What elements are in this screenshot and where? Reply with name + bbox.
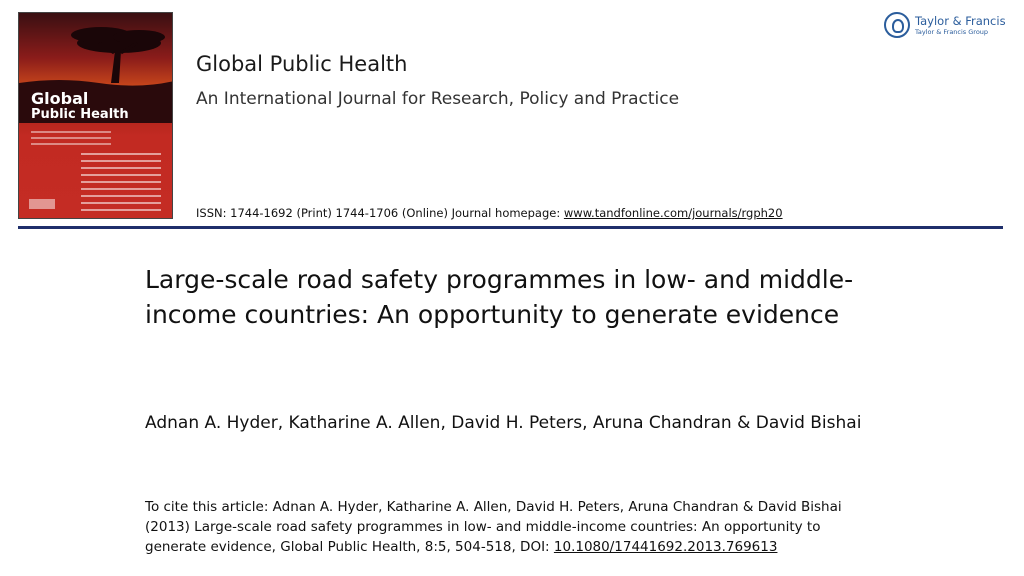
cover-contents-lines — [81, 153, 161, 216]
header-divider — [18, 226, 1003, 229]
doi-link[interactable]: 10.1080/17441692.2013.769613 — [553, 539, 778, 555]
issn-line — [196, 206, 783, 220]
taylor-francis-logo-icon — [884, 12, 910, 38]
citation-block — [145, 497, 865, 557]
journal-cover-image — [18, 12, 173, 219]
cover-title-line1: Global — [31, 89, 89, 108]
publisher-name: Taylor & Francis — [915, 13, 1006, 28]
article-authors: Adnan A. Hyder, Katharine A. Allen, David H. Peters, Aruna Chandran & David Bishai — [145, 413, 862, 433]
article-title: Large-scale road safety programmes in low- and middle-income countries: An opportunity to generate evidence — [145, 265, 854, 329]
cover-title — [31, 91, 129, 123]
citation-text: Adnan A. Hyder, Katharine A. Allen, David H. Peters, Aruna Chandran & David Bishai (2013) Large-scale road safety programmes in low- and middle-income countries: An opportunity to generate evidence, Global Public Health, 8:5, 504-518, DOI: — [145, 499, 842, 555]
cover-title-line2: Public Health — [31, 107, 129, 122]
publisher-logo[interactable] — [884, 12, 1006, 38]
cover-subtitle-lines — [31, 131, 111, 149]
citation-label: To cite this article: — [145, 499, 269, 515]
journal-homepage-link[interactable]: www.tandfonline.com/journals/rgph20 — [563, 206, 783, 220]
cover-publisher-logo — [29, 199, 55, 209]
issn-text: ISSN: 1744-1692 (Print) 1744-1706 (Online) Journal homepage: — [196, 206, 564, 220]
journal-name: Global Public Health — [196, 52, 408, 76]
publisher-group: Taylor & Francis Group — [915, 27, 989, 36]
journal-subtitle: An International Journal for Research, Policy and Practice — [196, 89, 680, 109]
publisher-text — [915, 15, 1006, 36]
